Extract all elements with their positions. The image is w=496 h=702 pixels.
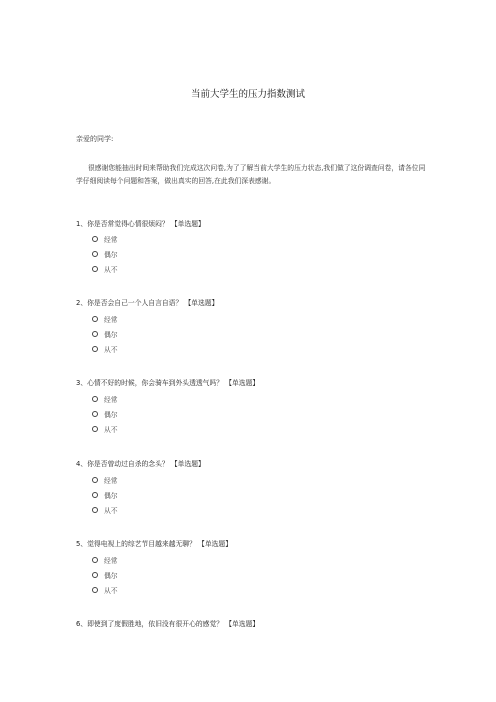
radio-icon[interactable] [92, 236, 98, 242]
option-label: 经常 [104, 236, 118, 244]
option-5-sometimes[interactable] [92, 570, 118, 580]
option-label: 从不 [104, 346, 118, 354]
option-label: 从不 [104, 266, 118, 274]
option-3-often[interactable] [92, 394, 118, 404]
option-5-never[interactable] [92, 585, 118, 595]
question-1: 1、你是否常觉得心情很烦闷？ 【单选题】 [76, 220, 205, 228]
question-2: 2、你是否会自己一个人自言自语？ 【单选题】 [76, 299, 219, 307]
option-1-never[interactable] [92, 264, 118, 274]
question-5: 5、觉得电视上的综艺节目越来越无聊？ 【单选题】 [76, 540, 233, 548]
option-1-sometimes[interactable] [92, 249, 118, 259]
option-label: 经常 [104, 477, 118, 485]
option-label: 偶尔 [104, 251, 118, 259]
option-5-often[interactable] [92, 555, 118, 565]
option-label: 偶尔 [104, 572, 118, 580]
option-label: 偶尔 [104, 331, 118, 339]
option-3-never[interactable] [92, 424, 118, 434]
option-2-sometimes[interactable] [92, 329, 118, 339]
radio-icon[interactable] [92, 251, 98, 257]
option-label: 偶尔 [104, 492, 118, 500]
radio-icon[interactable] [92, 316, 98, 322]
page-title: 当前大学生的压力指数测试 [190, 89, 305, 100]
greeting: 亲爱的同学: [76, 135, 114, 143]
radio-icon[interactable] [92, 331, 98, 337]
radio-icon[interactable] [92, 426, 98, 432]
option-label: 从不 [104, 426, 118, 434]
radio-icon[interactable] [92, 266, 98, 272]
question-4: 4、你是否曾动过自杀的念头？ 【单选题】 [76, 460, 205, 468]
option-4-never[interactable] [92, 505, 118, 515]
option-label: 从不 [104, 507, 118, 515]
radio-icon[interactable] [92, 477, 98, 483]
option-label: 经常 [104, 396, 118, 404]
radio-icon[interactable] [92, 492, 98, 498]
option-label: 经常 [104, 316, 118, 324]
option-3-sometimes[interactable] [92, 409, 118, 419]
radio-icon[interactable] [92, 346, 98, 352]
question-6: 6、即使到了度假胜地，依旧没有很开心的感觉？ 【单选题】 [76, 620, 260, 628]
option-label: 偶尔 [104, 411, 118, 419]
question-3: 3、心情不好的时候，你会骑车到外头透透气吗？ 【单选题】 [76, 379, 260, 387]
option-label: 从不 [104, 587, 118, 595]
option-2-never[interactable] [92, 344, 118, 354]
option-1-often[interactable] [92, 234, 118, 244]
radio-icon[interactable] [92, 411, 98, 417]
option-4-often[interactable] [92, 475, 118, 485]
option-2-often[interactable] [92, 314, 118, 324]
option-label: 经常 [104, 557, 118, 565]
option-4-sometimes[interactable] [92, 490, 118, 500]
intro-paragraph: 很感谢您能抽出时间来帮助我们完成这次问卷,为了了解当前大学生的压力状态,我们做了这份调查问卷，请各位同学仔细阅读每个问题和答案，做出真实的回答,在此我们深表感谢。 [76, 164, 426, 185]
radio-icon[interactable] [92, 396, 98, 402]
radio-icon[interactable] [92, 572, 98, 578]
radio-icon[interactable] [92, 557, 98, 563]
radio-icon[interactable] [92, 587, 98, 593]
radio-icon[interactable] [92, 507, 98, 513]
